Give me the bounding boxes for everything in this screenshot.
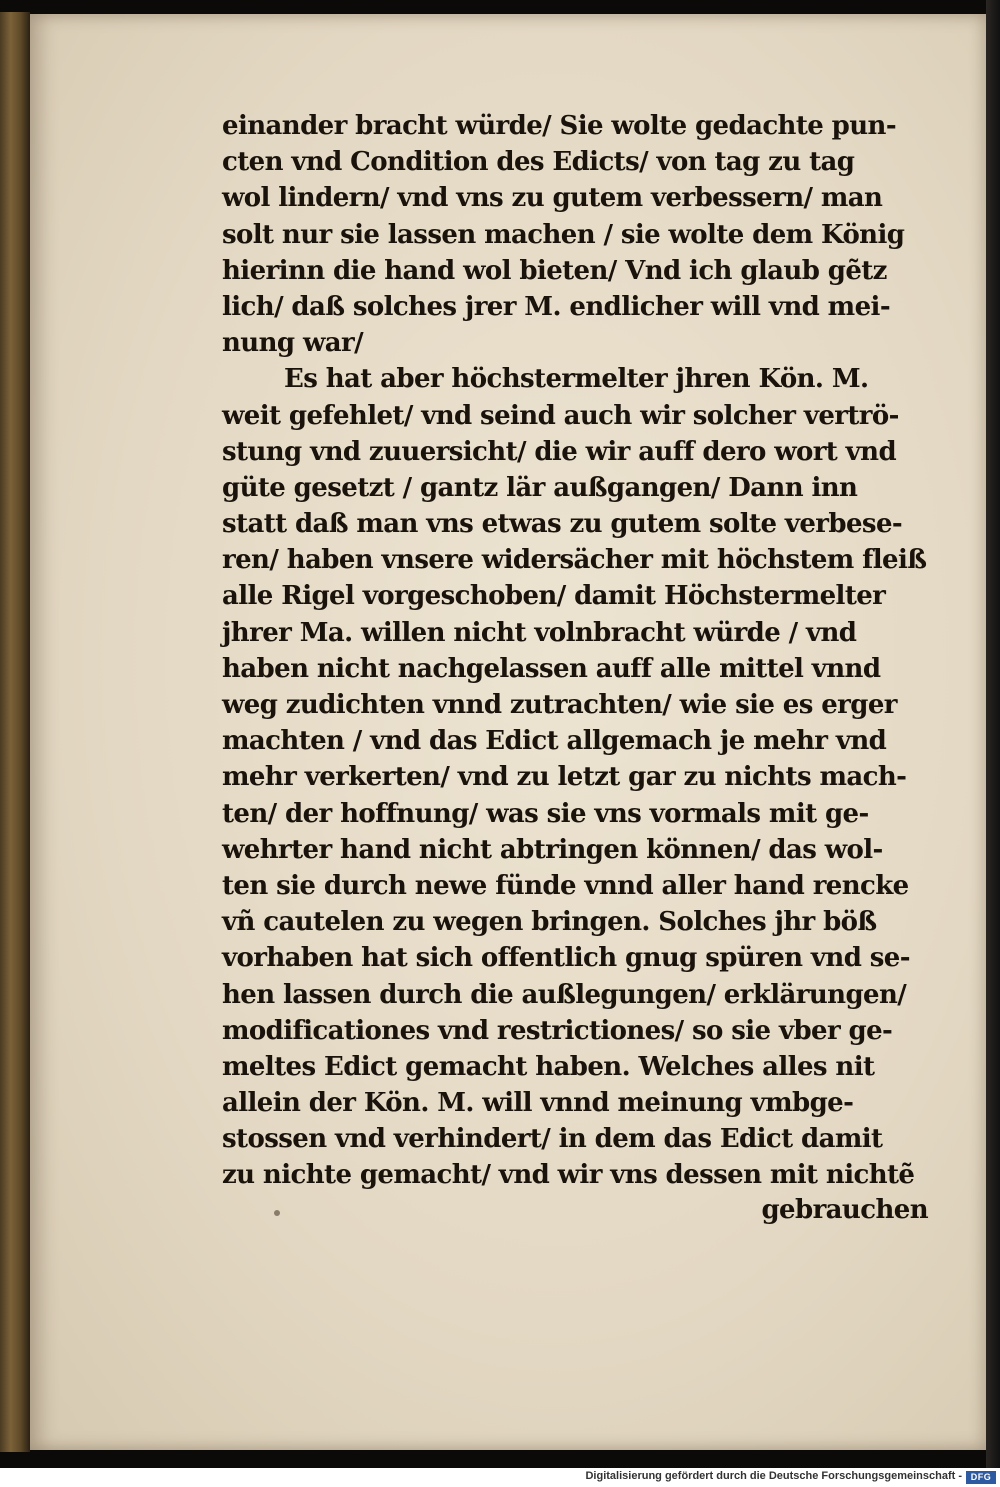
text-line: vorhaben hat sich offentlich gnug spüren vnd se- [222,943,910,974]
text-line: stossen vnd verhindert/ in dem das Edict damit [222,1124,883,1155]
book-edge [986,0,1000,1468]
text-line: statt daß man vns etwas zu gutem solte verbese- [222,509,903,540]
text-line: güte gesetzt / gantz lär außgangen/ Dann inn [222,472,858,503]
text-line: jhrer Ma. willen nicht volnbracht würde / vnd [222,617,857,648]
text-line: vñ cautelen zu wegen bringen. Solches jhr böß [222,907,877,938]
book-spine [0,12,30,1452]
text-line: allein der Kön. M. will vnnd meinung vmbge- [222,1088,854,1119]
text-line: hen lassen durch die außlegungen/ erklärungen/ [222,979,907,1010]
dfg-logo: DFG [966,1471,996,1484]
text-line: einander bracht würde/ Sie wolte gedachte pun- [222,111,897,141]
text-line: haben nicht nachgelassen auff alle mittel vnnd [222,653,881,684]
text-line: stung vnd zuuersicht/ die wir auff dero wort vnd [222,436,897,467]
text-line: lich/ daß solches jrer M. endlicher will vnd mei- [222,291,891,322]
text-line: Es hat aber höchstermelter jhren Kön. M. [284,364,869,395]
text-line: ren/ haben vnsere widersächer mit höchstem fleiß [222,545,927,576]
text-line: nung war/ [222,328,363,359]
text-line: alle Rigel vorgeschoben/ damit Höchstermelter [222,581,886,612]
text-line: machten / vnd das Edict allgemach je mehr vnd [222,726,887,757]
footer-bar [0,1468,1000,1487]
catchword: gebrauchen [761,1195,928,1225]
footer-credit: Digitalisierung gefördert durch die Deutsche Forschungsgemeinschaft - [585,1470,962,1482]
text-line: solt nur sie lassen machen / sie wolte dem König [222,219,905,250]
page-mark [274,1210,280,1216]
text-line: meltes Edict gemacht haben. Welches alles nit [222,1051,875,1082]
text-line: zu nichte gemacht/ vnd wir vns dessen mit nichtẽ [222,1160,915,1191]
text-line: mehr verkerten/ vnd zu letzt gar zu nichts mach- [222,762,907,793]
text-block [222,108,934,1194]
text-line: modificationes vnd restrictiones/ so sie vber ge- [222,1015,893,1046]
text-line: cten vnd Condition des Edicts/ von tag zu tag [222,147,855,178]
text-line: ten sie durch newe fünde vnnd aller hand rencke [222,870,909,901]
text-line: wehrter hand nicht abtringen können/ das wol- [222,834,883,865]
text-line: ten/ der hoffnung/ was sie vns vormals mit ge- [222,798,869,829]
text-line: hierinn die hand wol bieten/ Vnd ich glaub gẽtz [222,255,887,286]
text-line: wol lindern/ vnd vns zu gutem verbessern/ man [222,183,883,214]
text-line: weg zudichten vnnd zutrachten/ wie sie es erger [222,690,897,720]
text-line: weit gefehlet/ vnd seind auch wir solcher vertrö- [222,400,899,431]
